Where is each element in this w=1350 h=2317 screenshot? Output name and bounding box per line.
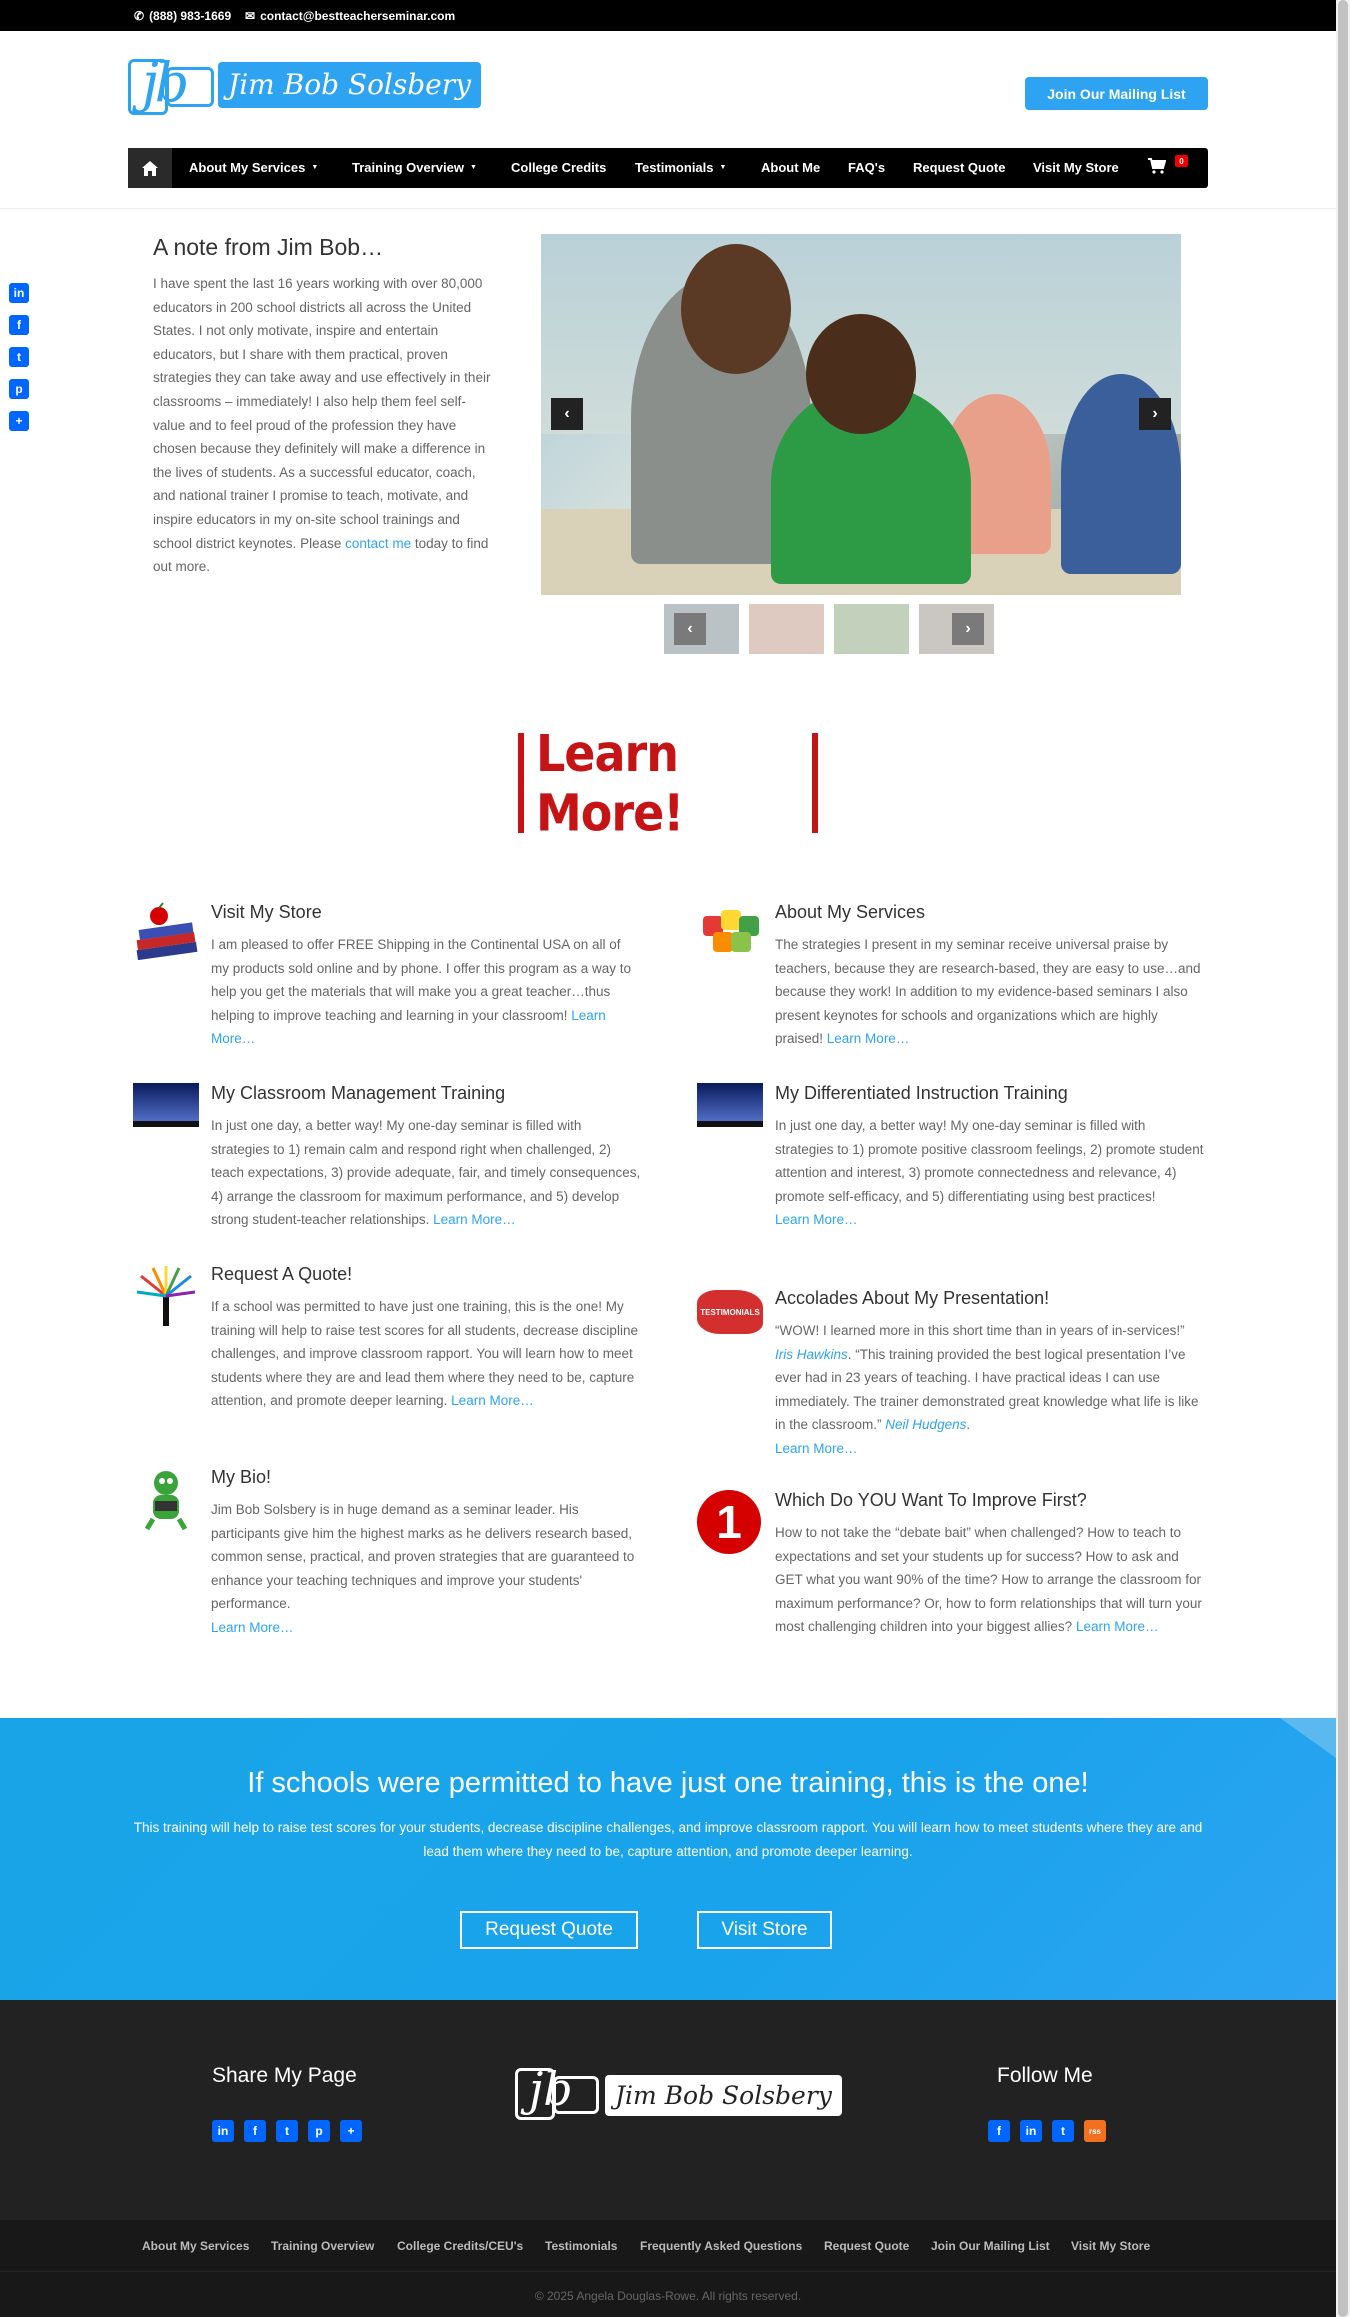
quote-text: . “This training provided the best logical presentation I’ve ever had in 23 years of teaching. I have practical ideas I can use immediately. The trainer demonstrated great knowledge what life is like in the classroom.” [775,1346,1199,1433]
puzzle-pieces-icon [697,902,763,968]
learn-more-link[interactable]: Learn More… [211,1007,606,1047]
nav-item-visit-my-store[interactable] [1033,160,1119,175]
email-contact[interactable] [245,9,455,23]
follow-me-title: Follow Me [997,2064,1093,2087]
quote-text: “WOW! I learned more in this short time than in years of in-services!” [775,1323,1185,1338]
blurb-classroom-management [133,1083,641,1243]
email-icon: ✉ [245,9,256,23]
cta-section [0,1718,1336,2000]
caret-down-icon: ▼ [719,164,727,171]
nav-label: Request Quote [913,160,1006,175]
nav-item-testimonials[interactable] [635,160,726,175]
nav-item-request-quote[interactable] [913,160,1005,175]
request-quote-button[interactable]: Request Quote [460,1911,638,1949]
blurb-title: My Differentiated Instruction Training [775,1083,1068,1103]
twitter-share-icon[interactable]: t [9,347,29,367]
floating-share-bar [9,283,29,443]
linkedin-icon[interactable]: in [1020,2120,1042,2142]
pinterest-share-icon[interactable]: p [9,379,29,399]
footer-link-request-quote[interactable]: Request Quote [824,2239,910,2253]
nav-label: Visit My Store [1033,160,1119,175]
scrollbar-thumb[interactable] [1338,0,1348,2317]
blurb-title: My Bio! [211,1467,272,1487]
caret-down-icon: ▼ [311,164,319,171]
nav-label: About Me [761,160,821,175]
blurb-title: My Classroom Management Training [211,1083,506,1103]
add-share-icon[interactable]: + [340,2120,362,2142]
cartoon-mascot-icon [133,1467,199,1533]
thumbs-next-button[interactable]: › [952,613,984,645]
slider-thumbnail[interactable] [749,604,824,654]
footer-logo-initials: jb [529,2062,573,2116]
facebook-share-icon[interactable]: f [9,315,29,335]
logo-initials-mark [128,51,214,119]
blurb-title: Request A Quote! [211,1264,353,1284]
blurb-visit-store [133,902,631,1062]
home-icon [142,161,158,176]
cta-text: This training will help to raise test scores for your students, decrease discipline challenges, and improve classroom rapport. You will learn how to meet students where they are and lead them where they need to be, capture attention, and promote deeper learning. [133,1820,1203,1859]
footer-link-training-overview[interactable]: Training Overview [271,2239,375,2253]
cta-title: If schools were permitted to have just one training, this is the one! [247,1767,1089,1799]
contact-me-link[interactable]: contact me [345,535,412,551]
slider-thumbnails [664,604,994,654]
main-navigation [128,148,1208,188]
nav-label: About My Services [189,160,306,175]
testimonials-badge-label: TESTIMONIALS [700,1307,760,1317]
site-header [0,31,1336,209]
footer-logo-initials-mark [515,2062,605,2128]
blurb-about-services [697,902,1201,1062]
blurb-text [211,1295,641,1413]
blurb-text [775,1319,1205,1461]
linkedin-share-icon[interactable]: in [9,283,29,303]
blurb-accolades [697,1288,1199,1468]
blurb-text [775,933,1205,1051]
slider-next-button[interactable]: › [1139,398,1171,430]
footer-link-visit-my-store[interactable]: Visit My Store [1071,2239,1151,2253]
blurb-title: Accolades About My Presentation! [775,1288,1050,1308]
slider-thumbnail[interactable] [834,604,909,654]
learn-more-link[interactable]: Learn More… [775,1440,858,1456]
nav-item-college-credits[interactable] [511,160,606,175]
learn-more-link[interactable]: Learn More… [433,1212,516,1228]
learn-more-banner[interactable] [518,723,818,843]
nav-label: College Credits [511,160,607,175]
number-one-icon: 1 [697,1490,761,1554]
learn-more-link[interactable]: Learn More… [775,1212,858,1228]
footer-navigation [0,2220,1336,2271]
facebook-icon[interactable]: f [244,2120,266,2142]
blurb-body: Jim Bob Solsbery is in huge demand as a seminar leader. His participants give him the highest marks as he delivers research based, common sense, practical, and proven strategies that are guaranteed to enhance your teaching techniques and improve your students' performance. [211,1502,635,1612]
quote-text: . [966,1417,971,1433]
blurb-text [211,1498,641,1640]
logo-initials: jb [142,51,186,114]
slider-thumbnail[interactable] [919,604,994,654]
nav-label: FAQ's [848,160,886,175]
nav-label: Testimonials [635,160,714,175]
learn-more-banner-text: Learn More! [524,721,812,844]
footer-link-faq[interactable]: Frequently Asked Questions [640,2239,803,2253]
add-share-icon[interactable]: + [9,411,29,431]
home-button[interactable] [128,148,172,188]
note-title: A note from Jim Bob… [153,234,384,260]
nav-item-faqs[interactable] [848,160,885,175]
cart-button[interactable] [1148,158,1166,174]
nav-item-training-overview[interactable] [352,160,477,175]
blurb-body: The strategies I present in my seminar receive universal praise by teachers, because they are research-based, they are easy to use…and because they work! In addition to my evidence-based seminars I also present keynotes for schools and organizations which are highly praised! [775,937,1201,1047]
page-scrollbar[interactable] [1336,0,1350,2317]
logo-name: Jim Bob Solsbery [218,62,481,108]
thumbs-prev-button[interactable]: ‹ [674,613,706,645]
blurb-body: How to not take the “debate bait” when challenged? How to teach to expectations and set your students up for success? How to ask and GET what you want 90% of the time? How to arrange the classroom for maximum performance? Or, how to form relationships that will turn your most challenging children into your biggest allies? [775,1525,1202,1635]
blurb-improve-first [697,1490,1202,1670]
blurb-body: In just one day, a better way! My one-day seminar is filled with strategies to 1) remain calm and respond right when challenged, 2) teach expectations, 3) provide adequate, fair, and timely consequences, 4) arrange the classroom for maximum performance, and 5) develop strong student-teacher relationships. [211,1118,641,1228]
books-apple-icon [133,902,199,968]
blurb-request-quote [133,1264,638,1444]
slider-prev-button[interactable]: ‹ [551,398,583,430]
cart-icon [1148,158,1166,174]
share-icons [212,2120,362,2142]
blurb-text [211,933,641,1051]
testimonial-author-link[interactable]: Neil Hudgens [885,1417,967,1433]
learn-more-link[interactable]: Learn More… [1075,1619,1159,1635]
blurb-title: Visit My Store [211,902,322,922]
footer-link-about-my-services[interactable]: About My Services [142,2239,250,2253]
linkedin-icon[interactable]: in [212,2120,234,2142]
pinterest-icon[interactable]: p [308,2120,330,2142]
nav-item-about-my-services[interactable] [189,160,318,175]
top-bar [0,0,1336,31]
blurb-text [211,1114,641,1232]
blurb-text [775,1114,1205,1232]
blurb-body: I am pleased to offer FREE Shipping in the Continental USA on all of my products sold online and by phone. I offer this program as a way to help you get the materials that will make you a great teacher…thus helping to improve teaching and learning in your classroom! [211,937,631,1023]
blurb-body: If a school was permitted to have just one training, this is the one! My training will help to raise test scores for all students, decrease discipline challenges, and improve classroom rapport. You will learn how to meet students where they are and lead them where they need to be, capture attention, and promote deeper learning. [211,1299,638,1409]
share-my-page-title: Share My Page [212,2064,357,2087]
blurb-title: About My Services [775,902,926,922]
copyright: © 2025 Angela Douglas-Rowe. All rights reserved. [0,2271,1336,2317]
nav-item-about-me[interactable] [761,160,820,175]
testimonials-badge-icon [697,1290,763,1334]
testimonial-author-link[interactable]: Iris Hawkins [775,1346,848,1362]
footer-logo[interactable] [515,2062,842,2128]
cta-corner-decoration [1280,1718,1336,1758]
slide-student-head [806,314,916,434]
image-slider [541,234,1181,595]
footer-link-testimonials[interactable]: Testimonials [545,2239,618,2253]
blurb-differentiated-instruction [697,1083,1204,1243]
visit-store-button[interactable]: Visit Store [697,1911,832,1949]
nav-label: Training Overview [352,160,464,175]
facebook-icon[interactable]: f [988,2120,1010,2142]
learn-more-link[interactable]: Learn More… [211,1619,294,1635]
site-footer [0,2000,1336,2220]
slide-teacher-head [681,244,791,374]
follow-icons [988,2120,1106,2142]
join-mailing-list-button[interactable]: Join Our Mailing List [1025,77,1208,110]
blurb-body: In just one day, a better way! My one-day seminar is filled with strategies to 1) promote positive classroom feelings, 2) promote student attention and interest, 3) promote connectedness and relevance, 4) promote self-efficacy, and 5) differentiating using best practices! [775,1118,1204,1204]
blurb-my-bio [133,1467,635,1635]
note-text [153,272,493,579]
rss-icon[interactable]: rss [1084,2120,1106,2142]
night-sky-thumbnail-icon [133,1083,199,1127]
note-body: I have spent the last 16 years working with over 80,000 educators in 200 school districts all across the United States. I not only motivate, inspire and entertain educators, but I share with them practical, proven strategies they can take away and use effectively in their classrooms – immediately! I also help them feel self-value and to feel proud of the profession they have chosen because they definitely will make a difference in the lives of students. As a successful educator, coach, and national trainer I promise to teach, motivate, and inspire educators in my on-site school trainings and school district keynotes. Please [153,276,491,551]
twitter-icon[interactable]: t [1052,2120,1074,2142]
note-body-end: today to find out more. [153,535,489,575]
blurb-title: Which Do YOU Want To Improve First? [775,1490,1087,1510]
night-sky-thumbnail-icon [697,1083,763,1127]
colorful-tree-icon [133,1264,199,1330]
blurb-text [775,1521,1205,1639]
caret-down-icon: ▼ [470,164,477,171]
site-logo[interactable] [128,51,481,119]
cart-count-badge: 0 [1175,155,1188,167]
phone-number: (888) 983-1669 [149,9,232,23]
phone-icon: ✆ [134,9,145,23]
twitter-icon[interactable]: t [276,2120,298,2142]
footer-link-mailing-list[interactable]: Join Our Mailing List [931,2239,1050,2253]
learn-more-link[interactable]: Learn More… [826,1031,910,1047]
phone-contact[interactable] [134,9,231,23]
slider-thumbnail[interactable] [664,604,739,654]
footer-link-college-credits[interactable]: College Credits/CEU's [397,2239,524,2253]
email-address: contact@bestteacherseminar.com [260,9,456,23]
learn-more-link[interactable]: Learn More… [451,1393,534,1409]
footer-logo-name: Jim Bob Solsbery [605,2075,842,2116]
